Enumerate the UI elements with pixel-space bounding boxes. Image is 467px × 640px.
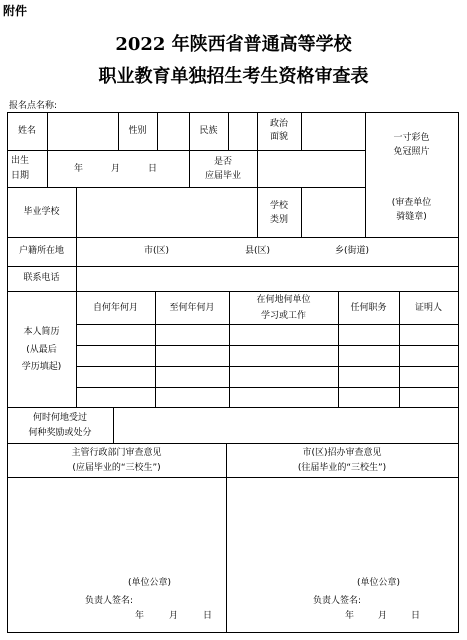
fresh-grad-field[interactable]	[258, 151, 365, 187]
review-left-title: 主管行政部门审查意见	[71, 448, 162, 458]
row-line	[7, 477, 459, 478]
school-type-label: 学校	[269, 201, 288, 211]
resume-header-position: 任何职务	[350, 303, 387, 313]
registration-point-label: 报名点名称:	[9, 101, 58, 111]
awards-label: 何时何地受过	[32, 413, 87, 423]
ethnicity-label: 民族	[199, 126, 218, 136]
left-signer-label: 负责人签名:	[85, 596, 134, 606]
school-field[interactable]	[77, 188, 257, 237]
birth-label: 出生	[11, 156, 30, 166]
school-type-label: 类别	[269, 215, 288, 225]
border-bottom	[7, 632, 459, 633]
resume-header-to: 至何年何月	[169, 303, 215, 313]
right-date-month: 月	[378, 611, 388, 621]
photo-label: 一寸彩色	[393, 133, 430, 143]
col-line	[229, 291, 230, 407]
county-label: 县(区)	[245, 246, 271, 256]
left-date-day: 日	[203, 611, 213, 621]
right-signer-label: 负责人签名:	[313, 596, 362, 606]
city-label: 市(区)	[144, 246, 170, 256]
resume-header-place: 在何地何单位	[256, 295, 311, 305]
political-field[interactable]	[302, 113, 365, 150]
review-left-subtitle: (应届毕业的“三校生”)	[72, 463, 161, 473]
row-line	[76, 366, 459, 367]
photo-label: 免冠照片	[393, 147, 430, 157]
left-date-month: 月	[169, 611, 179, 621]
page-subtitle: 职业教育单独招生考生资格审查表	[98, 66, 369, 87]
resume-header-place: 学习或工作	[260, 311, 306, 321]
right-seal-label: (单位公章)	[357, 578, 401, 588]
phone-field[interactable]	[77, 267, 458, 291]
resume-header-witness: 证明人	[414, 303, 442, 313]
awards-field[interactable]	[114, 408, 458, 443]
birth-label: 日期	[11, 171, 30, 181]
political-label: 面貌	[269, 132, 288, 142]
birth-month-label: 月	[111, 164, 121, 174]
photo-note: 骑缝章)	[396, 212, 427, 222]
page-title: 2022 年陕西省普通高等学校	[115, 34, 352, 55]
gender-field[interactable]	[158, 113, 189, 150]
household-label: 户籍所在地	[18, 246, 64, 256]
review-right-title: 市(区)招办审查意见	[302, 448, 382, 458]
row-line	[7, 237, 459, 238]
fresh-grad-label: 应届毕业	[204, 171, 241, 181]
row-line	[76, 324, 459, 325]
col-line	[47, 150, 48, 187]
photo-note: (审查单位	[391, 198, 432, 208]
right-date-year: 年	[345, 611, 355, 621]
ethnicity-field[interactable]	[229, 113, 257, 150]
name-field[interactable]	[48, 113, 118, 150]
phone-label: 联系电话	[23, 273, 60, 283]
review-right-subtitle: (往届毕业的“三校生”)	[297, 463, 387, 473]
col-line	[257, 187, 258, 237]
resume-label: 本人简历	[23, 327, 60, 337]
fresh-grad-label: 是否	[213, 157, 232, 167]
school-type-field[interactable]	[302, 188, 365, 237]
school-label: 毕业学校	[23, 207, 60, 217]
row-line	[76, 345, 459, 346]
row-line	[76, 387, 459, 388]
right-date-day: 日	[411, 611, 421, 621]
col-line	[257, 112, 258, 150]
row-line	[7, 443, 459, 444]
left-seal-label: (单位公章)	[128, 578, 172, 588]
attachment-label: 附件	[3, 4, 28, 18]
political-label: 政治	[269, 119, 288, 129]
town-label: 乡(街道)	[335, 246, 370, 256]
left-date-year: 年	[135, 611, 145, 621]
row-line	[7, 291, 459, 292]
border-right	[458, 112, 459, 633]
resume-label: (从最后	[26, 345, 57, 355]
birth-year-label: 年	[74, 164, 84, 174]
birth-day-label: 日	[148, 164, 158, 174]
gender-label: 性别	[128, 126, 147, 136]
resume-label: 学历填起)	[21, 362, 62, 372]
awards-label: 何种奖励或处分	[28, 428, 92, 438]
name-label: 姓名	[17, 126, 36, 136]
resume-header-from: 自何年何月	[92, 303, 138, 313]
